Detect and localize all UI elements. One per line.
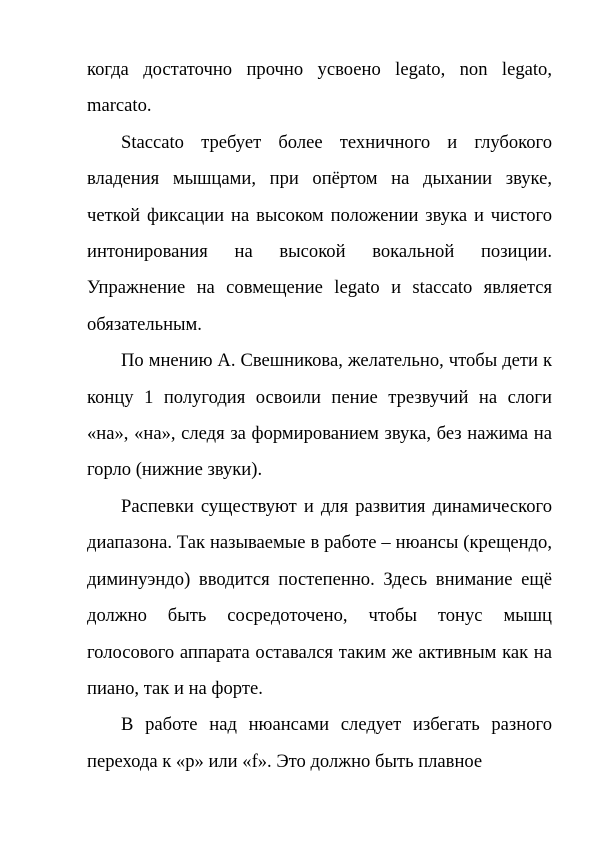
paragraph-1: когда достаточно прочно усвоено legato, non legato, marcato. — [87, 59, 552, 117]
paragraph-5: В работе над нюансами следует избегать разного перехода к «р» или «f». Это должно быть плавное — [87, 714, 552, 772]
paragraph-2: Staccato требует более техничного и глубокого владения мышцами, при опёртом на дыхании звуке, четкой фиксации на высоком положении звука и чистого интонирования на высокой вокальной позиции. Упражнение на совмещение legato и staccato является обязательным. — [87, 131, 552, 335]
paragraph-3: По мнению А. Свешникова, желательно, чтобы дети к концу 1 полугодия освоили пение трезвучий на слоги «на», «на», следя за формированием звука, без нажима на горло (нижние звуки). — [87, 350, 552, 481]
paragraph-4: Распевки существуют и для развития динамического диапазона. Так называемые в работе – нюансы (крещендо, диминуэндо) вводится постепенно. Здесь внимание ещё должно быть сосредоточено, чтобы тонус мышц голосового аппарата оставался таким же активным как на пиано, так и на форте. — [87, 495, 552, 699]
body-text — [87, 52, 552, 780]
